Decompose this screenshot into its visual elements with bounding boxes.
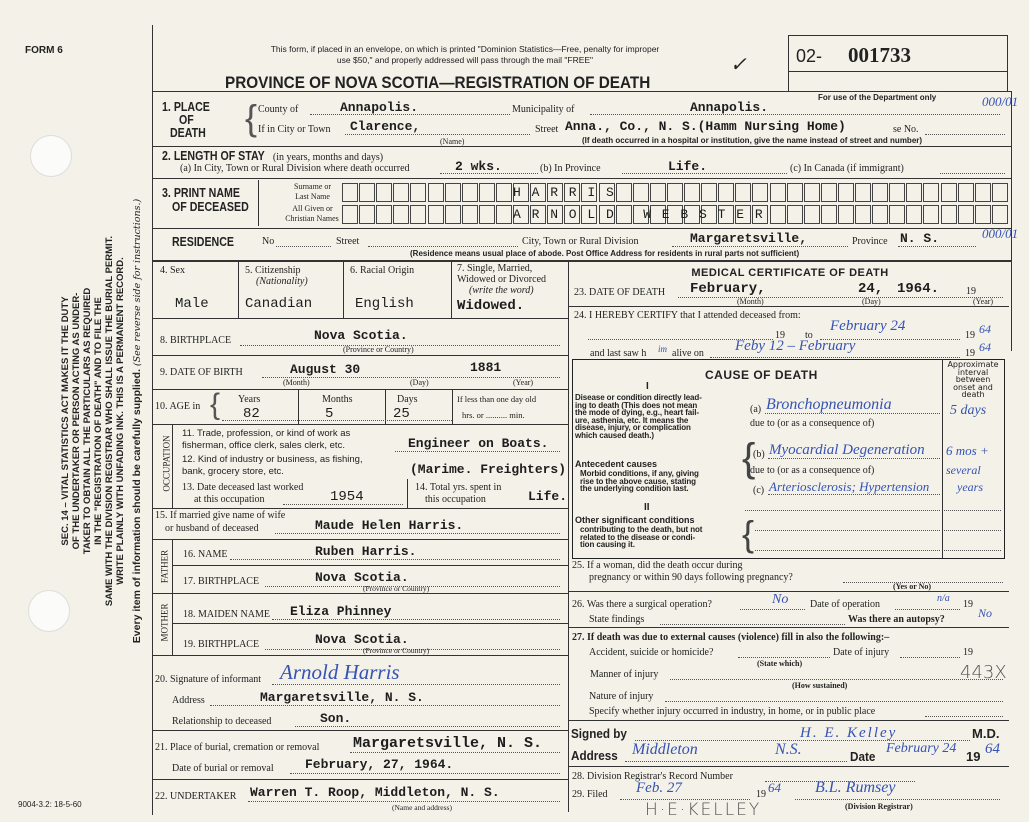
street-label: Street xyxy=(535,124,559,135)
registration-prefix: 02- xyxy=(796,46,823,66)
q12-label: 12. Kind of industry or business, as fishing, xyxy=(182,454,363,465)
surname-value: HARRIS xyxy=(513,185,625,200)
name-letter-box xyxy=(941,183,957,202)
mother-birthplace-value: Nova Scotia. xyxy=(315,632,409,647)
handwritten-name: H·E·KELLEY xyxy=(645,800,762,820)
how-sustained-hint: (How sustained) xyxy=(792,681,848,690)
notice-line: TAKER TO OBTAIN ALL THE PARTICULARS AS REQUIRED xyxy=(82,287,93,555)
citizenship-label: 5. Citizenship xyxy=(245,265,301,276)
name-letter-box xyxy=(923,183,939,202)
divider xyxy=(258,180,259,226)
citizenship-value: Canadian xyxy=(245,296,313,312)
divider xyxy=(152,593,568,594)
due-to-label: due to (or as a consequence of) xyxy=(750,418,875,429)
hospital-note: (If death occurred in a hospital or institution, give the name instead of street and number) xyxy=(582,136,923,145)
surname-label: Last Name xyxy=(295,192,330,201)
divider xyxy=(152,424,568,425)
occupation-value: Engineer on Boats. xyxy=(408,436,549,451)
nineteen-prefix: 19 xyxy=(963,599,973,610)
given-names-label: All Given or xyxy=(292,204,333,213)
name-letter-box xyxy=(342,183,358,202)
age-years: 82 xyxy=(243,406,260,422)
name-letter-box xyxy=(958,183,974,202)
spouse-label: 15. If married give name of wife xyxy=(155,510,286,521)
q13-label: 13. Date deceased last worked xyxy=(182,482,304,493)
immediate-cause: Bronchopneumonia xyxy=(766,396,892,413)
medical-certificate-title: MEDICAL CERTIFICATE OF DEATH xyxy=(691,267,889,279)
notice-line: IN THE "REGISTRATION OF DEATH" AND TO FILE THE xyxy=(93,297,104,545)
undertaker-label: 22. UNDERTAKER xyxy=(155,791,237,802)
q12-label: bank, grocery store, etc. xyxy=(182,466,284,477)
name-letter-box xyxy=(718,183,734,202)
house-no-label: se No. xyxy=(893,124,919,135)
antecedent-cause-b: Myocardial Degeneration xyxy=(769,442,925,458)
yes-no-hint: (Yes or No) xyxy=(893,582,932,591)
sign-date-label: Date xyxy=(850,749,876,764)
last-seen-date: Feby 12 – February xyxy=(735,338,856,354)
physician-province: N.S. xyxy=(775,741,802,758)
name-letter-box xyxy=(906,205,922,224)
name-letter-box xyxy=(428,183,444,202)
name-letter-box xyxy=(445,205,461,224)
nineteen-prefix: 19 xyxy=(965,348,975,359)
name-letter-box xyxy=(359,183,375,202)
name-letter-box xyxy=(479,183,495,202)
name-letter-box xyxy=(342,205,358,224)
name-letter-box xyxy=(804,183,820,202)
citizenship-hint: (Nationality) xyxy=(256,276,308,287)
sex-label: 4. Sex xyxy=(160,265,185,276)
center-divider xyxy=(568,260,569,812)
divider xyxy=(238,260,239,318)
date-of-death-label: 23. DATE OF DEATH xyxy=(574,287,666,298)
signed-by-label: Signed by xyxy=(571,726,627,741)
divider xyxy=(152,655,568,656)
name-letter-box xyxy=(633,183,649,202)
notice-line: OF THE UNDERTAKER OR PERSON ACTING AS UNDER- xyxy=(71,292,82,550)
stay-hint: (in years, months and days) xyxy=(272,152,384,163)
month-hint: (Month) xyxy=(737,297,764,306)
days-label: Days xyxy=(397,394,418,405)
q11-label: 11. Trade, profession, or kind of work as xyxy=(182,428,351,439)
handwritten-code: 000/01 xyxy=(982,94,1019,109)
province-hint: (Province or Country) xyxy=(363,584,430,593)
name-letter-box xyxy=(376,205,392,224)
cause-c-interval: years xyxy=(957,480,983,494)
divider xyxy=(152,178,1012,179)
name-letter-box xyxy=(855,205,871,224)
to-label: to xyxy=(805,330,813,341)
operation-date-value: n/a xyxy=(937,593,950,604)
divider xyxy=(152,260,1012,262)
surname-label: Surname or xyxy=(293,182,332,191)
brace: { xyxy=(245,97,258,138)
page-title: PROVINCE OF NOVA SCOTIA—REGISTRATION OF DEATH xyxy=(225,73,651,92)
immediate-cause-interval: 5 days xyxy=(950,403,987,418)
last-saw-label: and last saw h xyxy=(590,348,647,359)
nineteen-prefix: 19 xyxy=(966,749,981,764)
cause-b-label: (b) xyxy=(753,449,765,460)
q25-label: pregnancy or within 90 days following pregnancy? xyxy=(589,572,793,583)
attended-year: 64 xyxy=(979,322,991,336)
divider xyxy=(152,539,568,540)
dob-label: 9. DATE OF BIRTH xyxy=(160,367,243,378)
vital-statistics-notice xyxy=(60,171,146,671)
stay-canada-label: (c) In Canada (if immigrant) xyxy=(790,163,904,174)
residence-street-label: Street xyxy=(336,236,360,247)
death-month: February, xyxy=(690,281,766,297)
attended-to-date: February 24 xyxy=(830,318,906,334)
name-letter-box xyxy=(889,205,905,224)
months-label: Months xyxy=(322,394,353,405)
cause-c-interval: several xyxy=(946,463,981,477)
name-hint: (Name) xyxy=(440,137,465,146)
name-letter-box xyxy=(752,183,768,202)
name-letter-box xyxy=(855,183,871,202)
given-names-label: Christian Names xyxy=(285,214,339,223)
section-label: 3. PRINT NAME xyxy=(162,186,240,200)
name-letter-box xyxy=(958,205,974,224)
name-letter-box xyxy=(872,183,888,202)
residence-province-value: N. S. xyxy=(900,231,940,246)
name-letter-box xyxy=(496,183,512,202)
section-label: OF DECEASED xyxy=(172,200,249,214)
sign-year: 64 xyxy=(985,741,1000,757)
operation-value: No xyxy=(772,592,789,607)
due-to-label: due to (or as a consequence of) xyxy=(750,465,875,476)
q25-label: 25. If a woman, did the death occur during xyxy=(572,560,743,571)
mother-side-label: MOTHER xyxy=(159,603,170,642)
residence-city-label: City, Town or Rural Division xyxy=(522,236,639,247)
province-hint: (Province or Country) xyxy=(363,646,430,655)
brace: { xyxy=(210,388,221,421)
province-hint: (Province or Country) xyxy=(343,345,414,354)
instruction-note: Every item of information should be carefully supplied. xyxy=(131,368,143,644)
informant-signature-label: 20. Signature of informant xyxy=(155,674,262,685)
residence-province-label: Province xyxy=(852,236,888,247)
nineteen-prefix: 19 xyxy=(965,330,975,341)
antecedent-title: Antecedent causes xyxy=(575,459,658,469)
burial-date-value: February, 27, 1964. xyxy=(305,757,454,772)
handwritten-code-443x: 443X xyxy=(960,662,1007,683)
external-causes-label: 27. If death was due to external causes (violence) fill in also the following:– xyxy=(572,632,890,643)
municipality-label: Municipality of xyxy=(512,104,575,115)
record-number-label: 28. Division Registrar's Record Number xyxy=(572,771,733,782)
physician-address: Middleton xyxy=(632,741,698,758)
relationship-value: Son. xyxy=(320,711,352,726)
last-saw-pronoun: im xyxy=(658,344,667,354)
autopsy-value: No xyxy=(978,606,993,620)
burial-place-label: 21. Place of burial, cremation or removal xyxy=(155,742,320,753)
sex-value: Male xyxy=(175,296,209,312)
residence-city-value: Margaretsville, xyxy=(690,231,808,246)
name-letter-box xyxy=(992,183,1008,202)
stay-province-value: Life. xyxy=(668,159,708,174)
county-value: Annapolis. xyxy=(340,100,419,115)
handwritten-code: 000/01 xyxy=(982,226,1019,241)
section-label: RESIDENCE xyxy=(172,235,234,249)
municipality-value: Annapolis. xyxy=(690,100,769,115)
mother-birthplace-label: 19. BIRTHPLACE xyxy=(183,639,260,650)
name-letter-box xyxy=(496,205,512,224)
section-label: OF xyxy=(179,113,194,127)
cause-c-label: (c) xyxy=(753,485,765,496)
part-two-label: II xyxy=(644,502,650,513)
name-letter-box xyxy=(821,205,837,224)
city-label: If in City or Town xyxy=(258,124,331,135)
divider xyxy=(152,355,568,356)
name-letter-box xyxy=(445,183,461,202)
racial-origin-label: 6. Racial Origin xyxy=(350,265,415,276)
informant-address-value: Margaretsville, N. S. xyxy=(260,690,424,705)
month-hint: (Month) xyxy=(283,378,310,387)
cause-of-death-title: CAUSE OF DEATH xyxy=(705,368,818,382)
dob-year: 1881 xyxy=(470,360,502,375)
q14-label: this occupation xyxy=(425,494,486,505)
occupation-side-label: OCCUPATION xyxy=(161,435,172,492)
state-which-hint: (State which) xyxy=(757,659,803,668)
part-one-label: I xyxy=(646,381,649,392)
residence-note: (Residence means usual place of abode. Post Office Address for residents in rural parts not sufficient) xyxy=(410,249,800,258)
notice-line: WRITE PLAINLY WITH UNFADING INK. THIS IS A PERMANENT RECORD. xyxy=(115,257,126,585)
marital-status-label: Widowed or Divorced xyxy=(457,274,547,285)
name-letter-box xyxy=(428,205,444,224)
injury-place-label: Specify whether injury occurred in industry, in home, or in public place xyxy=(589,706,876,717)
name-letter-box xyxy=(684,183,700,202)
name-letter-box xyxy=(667,183,683,202)
certify-label: 24. I HEREBY CERTIFY that I attended deceased from: xyxy=(574,310,801,321)
division-registrar-hint: (Division Registrar) xyxy=(845,802,913,811)
mail-notice: This form, if placed in an envelope, on which is printed "Dominion Statistics—Free, penalty for improper xyxy=(270,44,660,54)
mail-notice-2: use $50," and properly addressed will pass through the mail "FREE" xyxy=(336,55,594,65)
father-name-label: 16. NAME xyxy=(183,549,228,560)
divider xyxy=(152,146,1012,147)
undertaker-hint: (Name and address) xyxy=(392,803,452,812)
interval-header: Approximate interval between onset and death xyxy=(947,360,999,399)
city-value: Clarence, xyxy=(350,119,421,134)
dob-month-day: August 30 xyxy=(290,362,361,377)
father-birthplace-label: 17. BIRTHPLACE xyxy=(183,576,260,587)
findings-label: State findings xyxy=(589,614,645,625)
registrar-signature: B.L. Rumsey xyxy=(815,779,896,796)
nature-of-injury-label: Nature of injury xyxy=(589,691,654,702)
name-letter-box xyxy=(787,205,803,224)
filed-date: Feb. 27 xyxy=(636,780,682,796)
physician-signature: H. E. Kelley xyxy=(800,725,898,741)
q14-label: 14. Total yrs. spent in xyxy=(415,482,502,493)
name-letter-box xyxy=(359,205,375,224)
brace: { xyxy=(742,513,755,554)
day-hint: (Day) xyxy=(862,297,881,306)
name-letter-box xyxy=(376,183,392,202)
burial-date-label: Date of burial or removal xyxy=(172,763,274,774)
marital-status-label: 7. Single, Married, xyxy=(457,263,533,274)
name-letter-box xyxy=(479,205,495,224)
age-months: 5 xyxy=(325,406,334,422)
section-label: DEATH xyxy=(170,126,206,140)
registration-number: 001733 xyxy=(848,43,911,67)
form-code: 9004-3.2: 18-5-60 xyxy=(18,800,82,809)
nineteen-prefix: 19 xyxy=(775,330,785,341)
filed-label: 29. Filed xyxy=(572,789,608,800)
notice-line: SAME WITH THE DIVISION REGISTRAR WHO SHALL ISSUE THE BURIAL PERMIT. xyxy=(104,235,115,607)
direct-cause-description: Disease or condition directly lead- ing to death (This does not mean the mode of dying, e.g., heart fail- ure, asthenia, etc. It means the disease, injury, or complication which caused death.) xyxy=(575,393,702,440)
form-number: FORM 6 xyxy=(25,45,63,56)
cause-a-label: (a) xyxy=(750,404,762,415)
divider xyxy=(152,730,568,731)
county-label: County of xyxy=(258,104,299,115)
section-label: 2. LENGTH OF STAY xyxy=(162,149,265,163)
other-conditions-description: contributing to the death, but not related to the disease or condi- tion causing it. xyxy=(580,525,703,549)
spouse-value: Maude Helen Harris. xyxy=(315,518,464,533)
years-label: Years xyxy=(238,394,261,405)
years-in-occupation-value: Life. xyxy=(528,489,568,504)
name-letter-box xyxy=(735,183,751,202)
marital-status-value: Widowed. xyxy=(457,298,525,314)
reverse-side-note: (See reverse side for instructions.) xyxy=(132,198,143,367)
divider xyxy=(343,260,344,318)
operation-date-label: Date of operation xyxy=(810,599,880,610)
name-letter-box xyxy=(650,183,666,202)
industry-value: (Marime. Freighters) xyxy=(410,462,567,477)
form-border-top xyxy=(152,91,1012,92)
injury-date-label: Date of injury xyxy=(833,647,890,658)
marital-status-hint: (write the word) xyxy=(469,285,534,296)
department-use-note: For use of the Department only xyxy=(818,93,937,102)
physician-address-label: Address xyxy=(571,748,618,763)
year-hint: (Year) xyxy=(513,378,534,387)
filed-year: 64 xyxy=(768,780,781,795)
manner-of-injury-label: Manner of injury xyxy=(590,669,659,680)
form-border-left xyxy=(152,25,153,815)
name-letter-box xyxy=(923,205,939,224)
residence-no-label: No xyxy=(262,236,275,247)
father-birthplace-value: Nova Scotia. xyxy=(315,570,409,585)
nineteen-prefix: 19 xyxy=(966,286,976,297)
name-letter-box xyxy=(393,183,409,202)
birthplace-value: Nova Scotia. xyxy=(314,328,408,343)
name-letter-box xyxy=(889,183,905,202)
name-letter-box xyxy=(838,205,854,224)
name-letter-box xyxy=(838,183,854,202)
sign-date: February 24 xyxy=(886,741,957,756)
stay-province-label: (b) In Province xyxy=(540,163,601,174)
name-letter-box xyxy=(975,183,991,202)
name-letter-box xyxy=(804,205,820,224)
mother-maiden-name-value: Eliza Phinney xyxy=(290,604,392,619)
name-letter-box xyxy=(906,183,922,202)
last-worked-value: 1954 xyxy=(330,489,364,505)
stay-city-label: (a) In City, Town or Rural Division where death occurred xyxy=(180,163,410,174)
mother-maiden-name-label: 18. MAIDEN NAME xyxy=(183,609,270,620)
spouse-label: or husband of deceased xyxy=(165,523,259,534)
day-hint: (Day) xyxy=(410,378,429,387)
name-letter-box xyxy=(770,183,786,202)
year-hint: (Year) xyxy=(973,297,994,306)
hrs-min-label: hrs. or .......... min. xyxy=(462,410,525,420)
father-side-label: FATHER xyxy=(159,549,170,584)
notice-line: SEC. 14 – VITAL STATISTICS ACT MAKES IT THE DUTY xyxy=(60,296,71,546)
name-letter-box xyxy=(462,183,478,202)
other-conditions-title: Other significant conditions xyxy=(575,515,695,525)
autopsy-label: Was there an autopsy? xyxy=(848,614,945,625)
name-letter-box xyxy=(941,205,957,224)
age-days: 25 xyxy=(393,406,410,422)
divider xyxy=(451,260,452,318)
operation-label: 26. Was there a surgical operation? xyxy=(572,599,712,610)
given-names-value: ARNOLD WEBSTER xyxy=(513,207,774,222)
cause-b-interval: 6 mos + xyxy=(946,443,989,458)
name-letter-box xyxy=(410,205,426,224)
racial-origin-value: English xyxy=(355,296,414,312)
section-label: 1. PLACE xyxy=(162,100,210,114)
alive-on-label: alive on xyxy=(672,348,704,359)
informant-signature: Arnold Harris xyxy=(280,660,400,684)
relationship-label: Relationship to deceased xyxy=(172,716,272,727)
stay-city-value: 2 wks. xyxy=(455,159,502,174)
street-value: Anna., Co., N. S.(Hamm Nursing Home) xyxy=(565,119,846,134)
death-year: 1964. xyxy=(897,281,940,297)
divider xyxy=(152,228,1012,229)
name-letter-box xyxy=(992,205,1008,224)
check-mark: ✓ xyxy=(730,54,747,76)
q11-label: fisherman, office clerk, sales clerk, etc. xyxy=(182,440,345,451)
q13-label: at this occupation xyxy=(194,494,265,505)
antecedent-description: Morbid conditions, if any, giving rise to the above cause, stating the underlying condition last. xyxy=(580,469,699,493)
death-day: 24, xyxy=(858,281,884,297)
burial-place-value: Margaretsville, N. S. xyxy=(353,735,543,752)
last-seen-year: 64 xyxy=(979,340,991,354)
undertaker-value: Warren T. Roop, Middleton, N. S. xyxy=(250,785,500,800)
divider xyxy=(152,318,568,319)
name-letter-box xyxy=(821,183,837,202)
name-letter-box xyxy=(787,183,803,202)
name-letter-box xyxy=(872,205,888,224)
nineteen-prefix: 19 xyxy=(963,647,973,658)
age-label: 10. AGE in xyxy=(155,401,201,412)
brace: { xyxy=(742,436,756,480)
less-than-day-label: If less than one day old xyxy=(457,394,537,404)
divider xyxy=(152,779,568,780)
name-letter-box xyxy=(462,205,478,224)
informant-address-label: Address xyxy=(172,695,205,706)
md-label: M.D. xyxy=(972,726,1000,741)
name-letter-box xyxy=(701,183,717,202)
nineteen-prefix: 19 xyxy=(756,789,766,800)
father-name-value: Ruben Harris. xyxy=(315,544,417,559)
birthplace-label: 8. BIRTHPLACE xyxy=(160,335,232,346)
form-border-right xyxy=(1011,91,1012,351)
antecedent-cause-c: Arteriosclerosis; Hypertension xyxy=(769,479,930,494)
name-letter-box xyxy=(410,183,426,202)
accident-label: Accident, suicide or homicide? xyxy=(589,647,714,658)
name-letter-box xyxy=(975,205,991,224)
name-letter-box xyxy=(393,205,409,224)
divider xyxy=(152,508,568,509)
